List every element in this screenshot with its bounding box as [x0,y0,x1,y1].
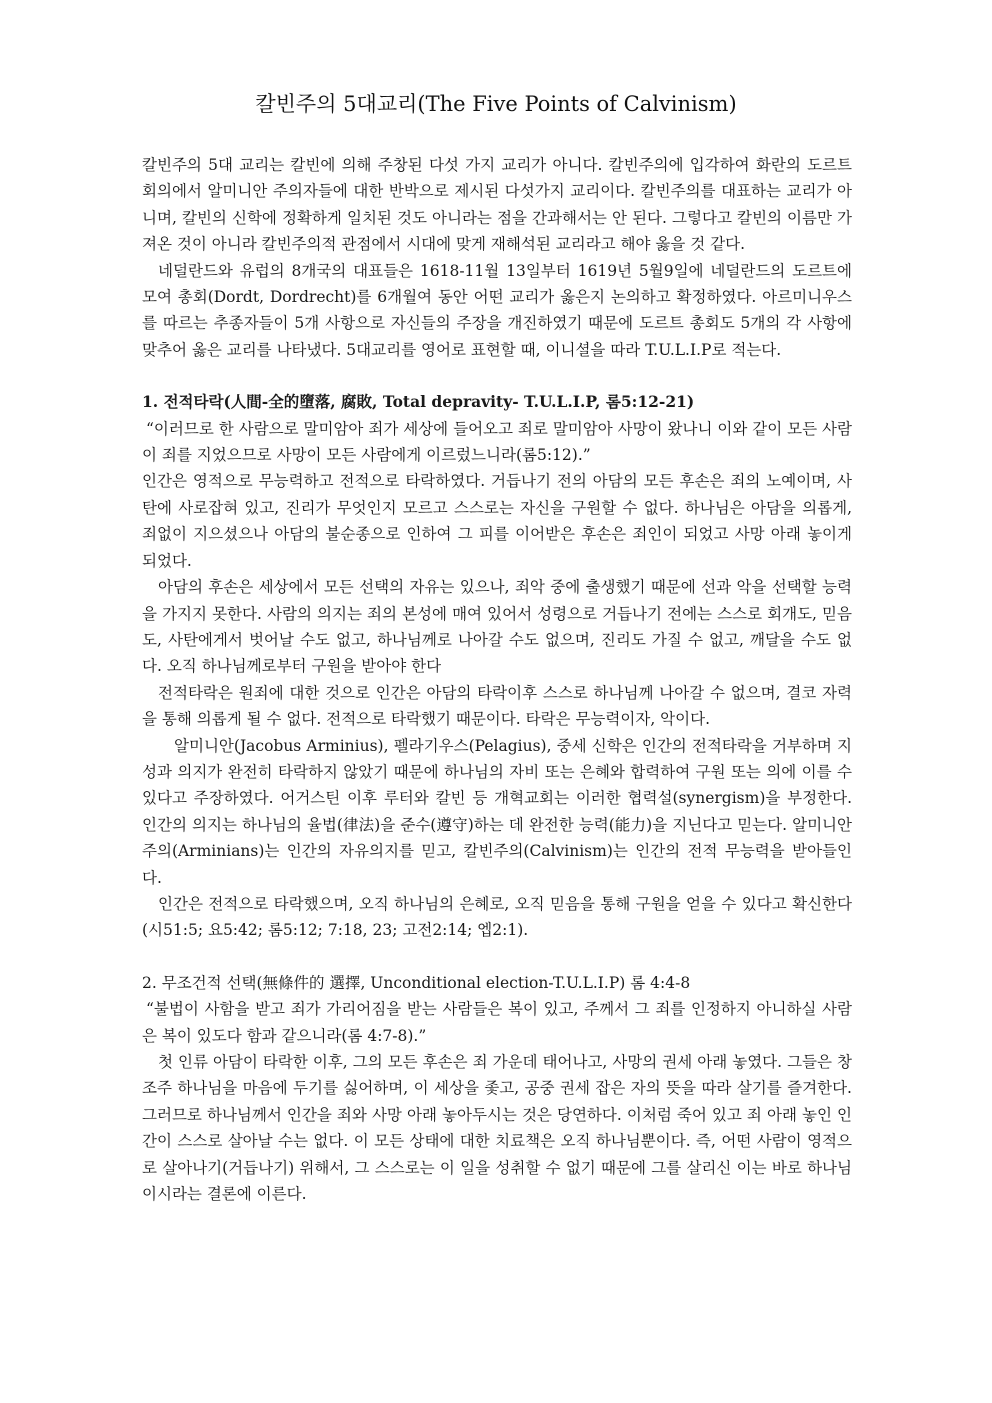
section-1-paragraph-3: 전적타락은 원죄에 대한 것으로 인간은 아담의 타락이후 스스로 하나님께 나아갈 수 없으며, 결코 자력을 통해 의롭게 될 수 없다. 전적으로 타락했기 때문이다. 타락은 무능력이자, 악이다. [142,683,852,729]
section-2-heading: 2. 무조건적 선택(無條件的 選擇, Unconditional election-T.U.L.I.P) 롬 4:4-8 [142,973,691,992]
spacer [142,944,852,970]
spacer [142,363,852,389]
page-title: 칼빈주의 5대교리(The Five Points of Calvinism) [255,92,737,116]
intro-paragraph-1: 칼빈주의 5대 교리는 칼빈에 의해 주창된 다섯 가지 교리가 아니다. 칼빈주의에 입각하여 화란의 도르트 회의에서 알미니안 주의자들에 대한 반박으로 제시된 다섯가지 교리이다. 칼빈주의를 대표하는 교리가 아니며, 칼빈의 신학에 정확하게 일치된 것도 아니라는 점을 간과해서는 안 된다. 그렇다고 칼빈의 이름만 가져온 것이 아니라 칼빈주의적 관점에서 시대에 맞게 재해석된 교리라고 해야 옳을 것 같다. [142,156,852,254]
document-body [142,152,852,1207]
section-1-paragraph-1: 인간은 영적으로 무능력하고 전적으로 타락하였다. 거듭나기 전의 아담의 모든 후손은 죄의 노예이며, 사탄에 사로잡혀 있고, 진리가 무엇인지 모르고 스스로는 자신을 구원할 수 없다. 하나님은 아담을 의롭게, 죄없이 지으셨으나 아담의 불순종으로 인하여 그 피를 이어받은 후손은 죄인이 되었고 사망 아래 놓이게 되었다. [142,472,852,570]
section-1-quote: “이러므로 한 사람으로 말미암아 죄가 세상에 들어오고 죄로 말미암아 사망이 왔나니 이와 같이 모든 사람이 죄를 지었으므로 사망이 모든 사람에게 이르렀느니라(롬5:12).” [142,419,852,465]
section-1-heading: 1. 전적타락(人間-全的墮落, 腐敗, Total depravity- T.U.L.I.P, 롬5:12-21) [142,392,695,412]
section-2-paragraph-1: 첫 인류 아담이 타락한 이후, 그의 모든 후손은 죄 가운데 태어나고, 사망의 권세 아래 놓였다. 그들은 창조주 하나님을 마음에 두기를 싫어하며, 이 세상을 좇고, 공중 권세 잡은 자의 뜻을 따라 살기를 즐겨한다. 그러므로 하나님께서 인간을 죄와 사망 아래 놓아두시는 것은 당연하다. 이처럼 죽어 있고 죄 아래 놓인 인간이 스스로 살아날 수는 없다. 이 모든 상태에 대한 치료책은 오직 하나님뿐이다. 즉, 어떤 사람이 영적으로 살아나기(거듭나기) 위해서, 그 스스로는 이 일을 성취할 수 없기 때문에 그를 살리신 이는 바로 하나님이시라는 결론에 이른다. [142,1053,852,1204]
section-1-paragraph-5: 인간은 전적으로 타락했으며, 오직 하나님의 은혜로, 오직 믿음을 통해 구원을 얻을 수 있다고 확신한다(시51:5; 요5:42; 롬5:12; 7:18, 23; 고전2:14; 엡2:1). [142,894,852,940]
intro-paragraph-2: 네덜란드와 유럽의 8개국의 대표들은 1618-11월 13일부터 1619년 5월9일에 네덜란드의 도르트에 모여 총회(Dordt, Dordrecht)를 6개월여 동안 어떤 교리가 옳은지 논의하고 확정하였다. 아르미니우스를 따르는 추종자들이 5개 사항으로 자신들의 주장을 개진하였기 때문에 도르트 총회도 5개의 각 사항에 맞추어 옳은 교리를 나타냈다. 5대교리를 영어로 표현할 때, 이니셜을 따라 T.U.L.I.P로 적는다. [142,261,852,359]
section-1-paragraph-4: 알미니안(Jacobus Arminius), 펠라기우스(Pelagius), 중세 신학은 인간의 전적타락을 거부하며 지성과 의지가 완전히 타락하지 않았기 때문에 하나님의 자비 또는 은혜와 합력하여 구원 또는 의에 이를 수 있다고 주장하였다. 어거스틴 이후 루터와 칼빈 등 개혁교회는 이러한 협력설(synergism)을 부정한다. 인간의 의지는 하나님의 율법(律法)을 준수(遵守)하는 데 완전한 능력(能力)을 지닌다고 믿는다. 알미니안주의(Arminians)는 인간의 자유의지를 믿고, 칼빈주의(Calvinism)는 인간의 전적 무능력을 받아들인다. [142,736,852,887]
section-1-paragraph-2: 아담의 후손은 세상에서 모든 선택의 자유는 있으나, 죄악 중에 출생했기 때문에 선과 악을 선택할 능력을 가지지 못한다. 사람의 의지는 죄의 본성에 매여 있어서 성령으로 거듭나기 전에는 스스로 회개도, 믿음도, 사탄에게서 벗어날 수도 없고, 하나님께로 나아갈 수도 없으며, 진리도 가질 수 없고, 깨달을 수도 없다. 오직 하나님께로부터 구원을 받아야 한다 [142,578,852,676]
section-2-quote: “불법이 사함을 받고 죄가 가리어짐을 받는 사람들은 복이 있고, 주께서 그 죄를 인정하지 아니하실 사람은 복이 있도다 함과 같으니라(롬 4:7-8).” [142,1000,852,1045]
